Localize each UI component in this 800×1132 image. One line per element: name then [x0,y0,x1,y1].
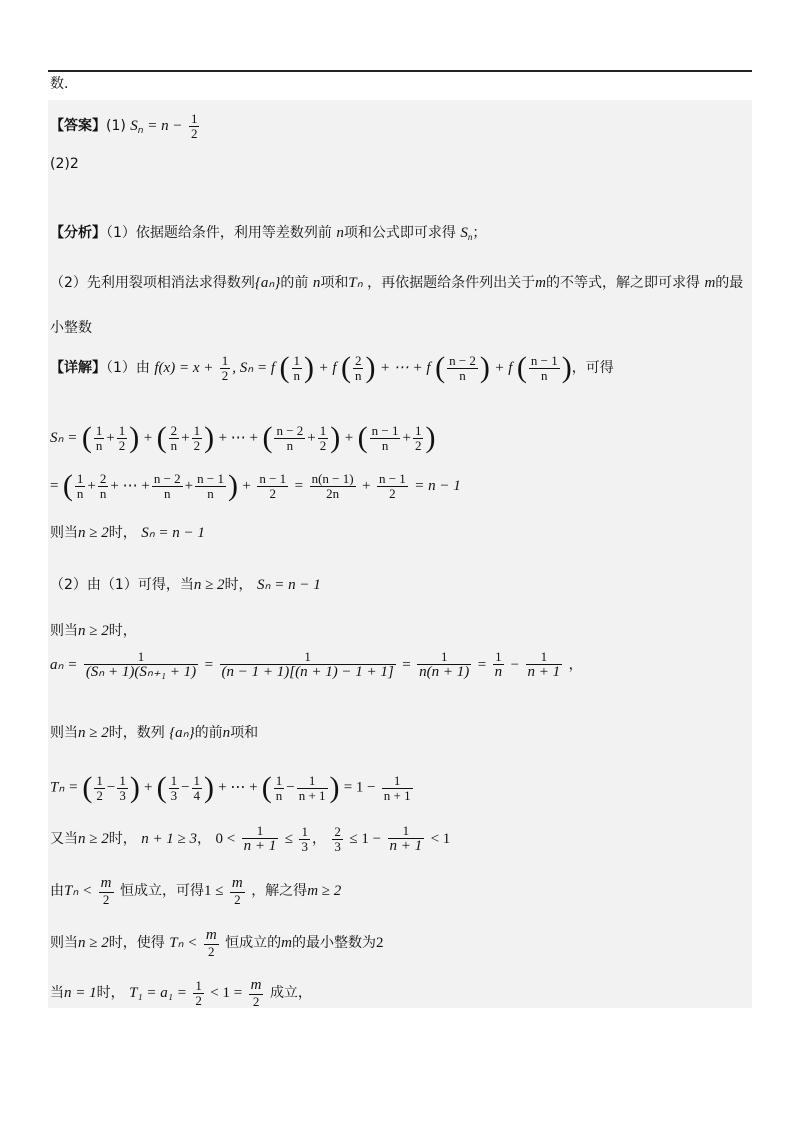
part2-intro: （2）由（1）可得，当n ≥ 2时， Sₙ = n − 1 [50,577,321,593]
analysis-line1: 【分析】（1）依据题给条件，利用等差数列前 n项和公式即可求得 $S_n$； [50,225,487,242]
analysis-line2: （2）先利用裂项相消法求得数列{aₙ}的前 n项和Tₙ ，再依据题给条件列出关于m的不等式，解之即可求得 m的最 [50,275,744,291]
answer-part2: (2)2 [50,156,79,172]
min-m-line: 则当n ≥ 2时，使得 Tₙ < $\frac{m}{2}$ 恒成立的m的最小整数为2 [50,927,384,959]
solve-m-line: 由Tₙ < $\frac{m}{2}$ 恒成立，可得1 ≤ $\frac{m}{2}$ ，解之得m ≥ 2 [50,875,342,907]
part2-when: 则当n ≥ 2时， [50,623,137,639]
bounds-line: 又当n ≥ 2时， n + 1 ≥ 3， 0 < $\frac{1}{n + 1}$ ≤ $\frac{1}{3}$ ， $\frac{2}{3}$ ≤ 1 − $\frac{1}{n + 1}$ < 1 [50,823,451,854]
n1-case-line: 当n = 1时， T₁ = a₁ = $\frac{1}{2}$ < 1 = $\frac{m}{2}$ 成立， [50,977,312,1009]
tn-sum: Tₙ = ( $\frac{1}{2}$ − $\frac{1}{3}$ ) + ( $\frac{1}{3}$ − $\frac{1}{4}$ ) + ⋯ + ( $\frac{1}{n}$ − $\frac{1}{n + 1}$ ) = 1 − $\frac{1}{n + 1}$ [50,771,411,804]
header-rule [48,70,752,72]
sn-simplify: = ( $\frac{1}{n}$ + $\frac{2}{n}$ + ⋯ + $\frac{n - 2}{n}$ + $\frac{n - 1}{n}$ ) + $\frac{n - 1}{2}$ = $\frac{n(n - 1)}{2n}$ + $\frac{n - 1}{2}$ = n − 1 [50,469,461,502]
detail-line1: 【详解】（1）由 f(x) = x + $\frac{1}{2}$ , Sₙ = f ( $\frac{1}{n}$ ) + f ( $\frac{2}{n}$ ) + ⋯ + f ( $\frac{n - 2}{n}$ ) + f ( $\frac{n - 1}{n}$ )，可得 [50,351,614,384]
continued-text: 数. [50,76,69,92]
tn-intro: 则当n ≥ 2时，数列 {aₙ}的前n项和 [50,725,259,741]
answer-line: 【答案】(1) $S_n = n$ − $\frac{1}{2}$ [50,111,198,141]
sn-expansion: Sₙ = ( $\frac{1}{n}$ + $\frac{1}{2}$ ) + ( $\frac{2}{n}$ + $\frac{1}{2}$ ) + ⋯ + ( $\frac{n - 2}{n}$ + $\frac{1}{2}$ ) + ( $\frac{n - 1}{n}$ + $\frac{1}{2}$ ) [50,421,436,454]
sn-conclusion: 则当n ≥ 2时， Sₙ = n − 1 [50,525,205,541]
an-formula: aₙ = $\frac{1}{\text{(Sₙ + 1)(Sₙ₊₁ + 1)}}$ = $\frac{1}{(n - 1 + 1)[(n + 1) - 1 + 1]}$ = $\frac{1}{n(n + 1)}$ = $\frac{1}{n}$ − $\frac{1}{n + 1}$ ， [50,649,583,680]
analysis-line3: 小整数 [50,320,92,336]
